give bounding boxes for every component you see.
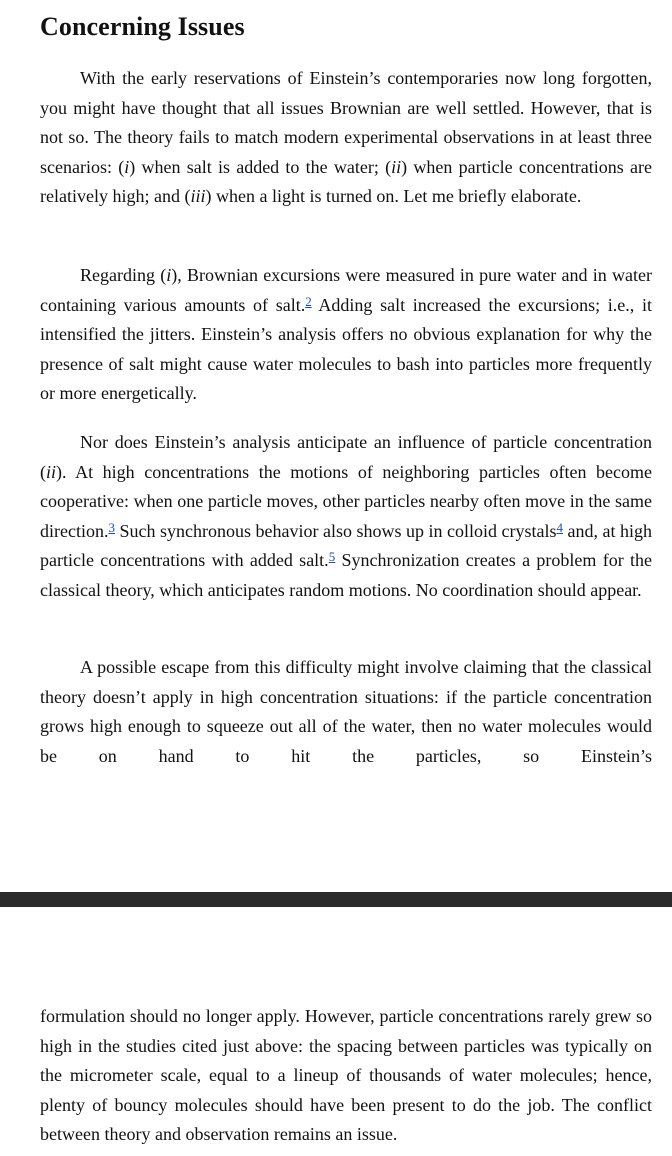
- p3-roman-ii: ii: [46, 461, 57, 482]
- p2-text-a: Regarding (: [80, 265, 167, 285]
- footnote-link-4[interactable]: 4: [556, 519, 563, 535]
- p3-text-d: and, at high particle concentrations with added salt.: [40, 520, 653, 570]
- p3-text-e: Synchronization creates a problem for the classical theory, which anticipates random motions. No coordination should appear.: [40, 550, 652, 600]
- footnote-link-5[interactable]: 5: [328, 549, 336, 564]
- footnote-link-3[interactable]: 3: [108, 519, 115, 535]
- p1-roman-ii: ii: [391, 156, 402, 177]
- p1-roman-iii: iii: [190, 186, 206, 206]
- p2-roman-i: i: [166, 265, 172, 285]
- footnote-link-2[interactable]: 2: [305, 293, 312, 309]
- p3-text-b: ). At high concentrations the motions of neighboring particles often become cooperative: when one particle moves, other particles nearby often move in the same direction.: [40, 461, 652, 541]
- p1-text-b: ) when salt is added to the water; (: [129, 156, 392, 177]
- p1-text-a: With the early reservations of Einstein’s contemporaries now long forgotten, you might have thought that all issues Brownian are well settled. However, that is not so. The theory fails to match modern experimental observations in at least three scenarios: (: [40, 68, 652, 177]
- page-break-bar: [0, 892, 672, 907]
- p3-text-a: Nor does Einstein’s analysis anticipate an influence of particle concentration (: [40, 432, 652, 482]
- paragraph-2: [40, 261, 652, 409]
- p3-text-c: Such synchronous behavior also shows up in colloid crystals: [114, 520, 557, 541]
- paragraph-3: [40, 428, 652, 605]
- p4-text: A possible escape from this difficulty might involve claiming that the classical theory doesn’t apply in high concentration situations: if the particle concentration grows high enough to squeeze out all of the water, then no water molecules would be on hand to hit the particles, so Einstein’s: [40, 657, 652, 766]
- p1-text-c: ) when particle concentrations are relatively high; and (: [40, 156, 653, 206]
- p2-text-b: ), Brownian excursions were measured in pure water and in water containing various amounts of salt.: [40, 265, 652, 315]
- p1-text-d: ) when a light is turned on. Let me briefly elaborate.: [205, 186, 582, 206]
- paragraph-4-continued: [40, 1002, 652, 1150]
- p2-text-c: Adding salt increased the excursions; i.e., it intensified the jitters. Einstein’s analysis offers no obvious explanation for why the presence of salt might cause water molecules to bash into particles more frequently or more energetically.: [40, 294, 652, 403]
- p1-roman-i: i: [124, 156, 130, 177]
- paragraph-4: [40, 653, 652, 771]
- p5-text: formulation should no longer apply. However, particle concentrations rarely grew so high in the studies cited just above: the spacing between particles was typically on the micrometer scale, equal to a lineup of thousands of water molecules; hence, plenty of bouncy molecules should have been present to do the job. The conflict between theory and observation remains an issue.: [40, 1006, 652, 1144]
- section-heading: Concerning Issues: [40, 12, 245, 41]
- paragraph-1: [40, 64, 652, 212]
